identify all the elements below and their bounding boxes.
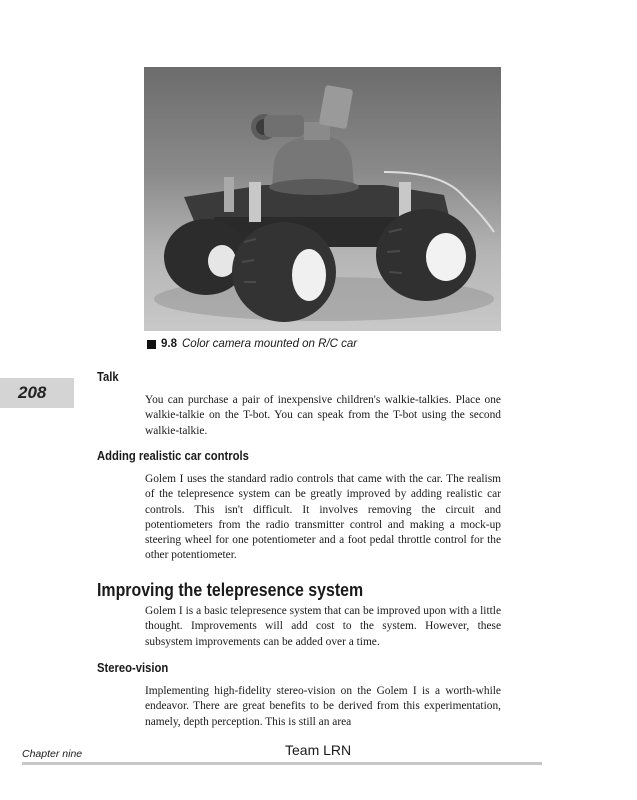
figure-caption xyxy=(147,338,357,350)
rc-car-illustration xyxy=(144,67,501,331)
figure-number: 9.8 xyxy=(161,338,177,350)
caption-bullet xyxy=(147,340,156,349)
section-heading-stereo: Stereo-vision xyxy=(97,661,169,675)
page-number: 208 xyxy=(18,383,47,402)
section-heading-controls: Adding realistic car controls xyxy=(97,449,249,463)
section-body-stereo: Implementing high-fidelity stereo-vision on the Golem I is a worth-while endeavor. There are great benefits to be derived from this experimentation, namely, depth perception. This is still an area xyxy=(145,685,501,728)
section-body-talk: You can purchase a pair of inexpensive children's walkie-talkies. Place one walkie-talkie on the T-bot. You can speak from the T-bot using the second walkie-talkie. xyxy=(145,394,501,437)
footer-rule xyxy=(22,762,542,765)
section-heading-improving: Improving the telepresence system xyxy=(97,579,364,600)
watermark-text: Team LRN xyxy=(285,742,352,758)
section-body-controls: Golem I uses the standard radio controls that came with the car. The realism of the telepresence system can be greatly improved by adding realistic car controls. This isn't difficult. It involves removing the circuit and potentiometers from the radio transmitter control and making a mock-up steering wheel for one potentiometer and a foot pedal throttle control for the other potentiometer. xyxy=(145,473,501,562)
figure-photo xyxy=(144,67,501,331)
section-body-improving: Golem I is a basic telepresence system that can be improved upon with a little thought. Improvements will add cost to the system. However, these subsystem improvements can be added over a time. xyxy=(145,605,501,648)
chapter-label: Chapter nine xyxy=(22,748,83,760)
section-heading-talk: Talk xyxy=(97,370,119,384)
figure-caption-text: Color camera mounted on R/C car xyxy=(182,338,358,350)
